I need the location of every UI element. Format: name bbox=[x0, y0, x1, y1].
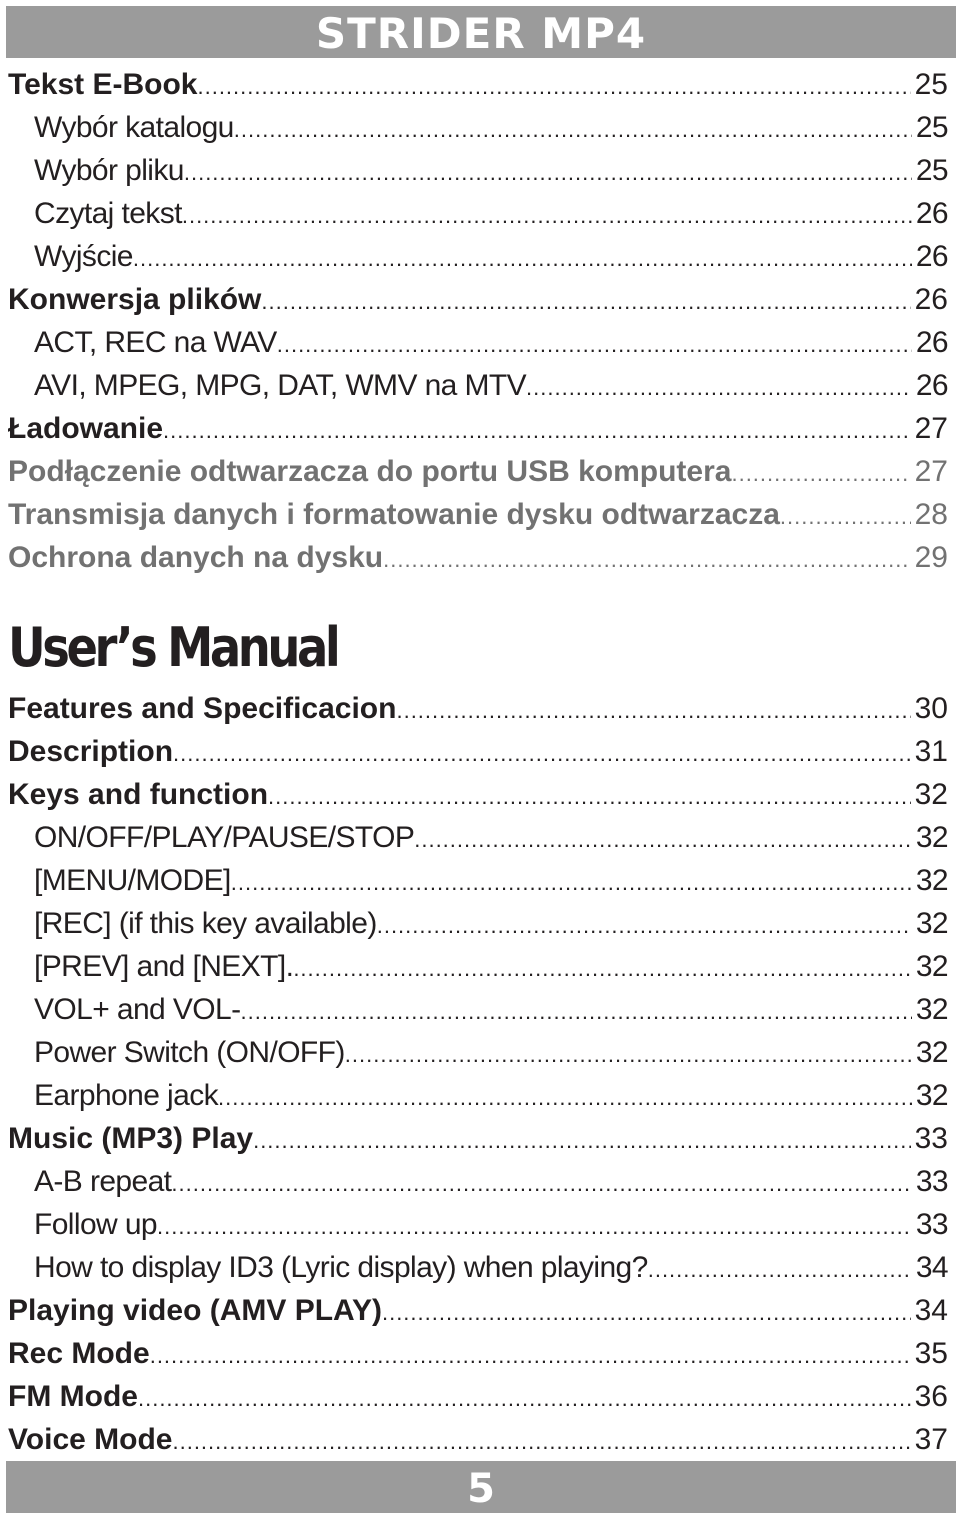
toc-dot-leader bbox=[268, 775, 911, 818]
toc-dot-leader bbox=[157, 1205, 912, 1248]
toc-dot-leader bbox=[133, 237, 912, 280]
toc-dot-leader bbox=[184, 151, 912, 194]
toc-entry-page: 34 bbox=[915, 1251, 948, 1284]
toc-entry bbox=[8, 450, 948, 493]
toc-entry bbox=[8, 407, 948, 450]
toc-entry bbox=[8, 1203, 948, 1246]
toc-entry-title: Wybór pliku bbox=[34, 154, 184, 187]
toc-entry-title: VOL+ and VOL- bbox=[34, 993, 241, 1026]
toc-entry-page: 30 bbox=[914, 692, 948, 725]
toc-dot-leader bbox=[172, 1420, 910, 1463]
toc-entry-page: 33 bbox=[914, 1122, 948, 1155]
toc-entry-page: 31 bbox=[914, 735, 948, 768]
toc-entry bbox=[8, 1117, 948, 1160]
page-number: 5 bbox=[467, 1466, 495, 1512]
toc-entry bbox=[8, 945, 948, 988]
toc-entry bbox=[8, 1031, 948, 1074]
table-of-contents-part-2 bbox=[8, 687, 948, 1461]
toc-entry-page: 37 bbox=[914, 1423, 948, 1456]
toc-entry-title: Konwersja plików bbox=[8, 283, 262, 316]
toc-entry-title: Features and Specificacion bbox=[8, 692, 397, 725]
toc-entry-page: 27 bbox=[914, 412, 948, 445]
toc-entry-page: 26 bbox=[914, 283, 948, 316]
toc-entry bbox=[8, 1160, 948, 1203]
toc-dot-leader bbox=[231, 861, 912, 904]
toc-entry-page: 32 bbox=[915, 1079, 948, 1112]
toc-entry-title: Czytaj tekst bbox=[34, 197, 182, 230]
toc-dot-leader bbox=[218, 1076, 912, 1119]
document-title: STRIDER MP4 bbox=[315, 9, 647, 58]
toc-dot-leader bbox=[780, 495, 911, 538]
toc-entry-page: 35 bbox=[914, 1337, 948, 1370]
toc-dot-leader bbox=[150, 1334, 911, 1377]
toc-entry bbox=[8, 687, 948, 730]
toc-dot-leader bbox=[261, 280, 910, 323]
toc-dot-leader bbox=[163, 409, 911, 452]
toc-entry bbox=[8, 278, 948, 321]
toc-entry-page: 25 bbox=[915, 111, 948, 144]
toc-entry bbox=[8, 235, 948, 278]
toc-entry bbox=[8, 1418, 948, 1461]
toc-entry-title: ON/OFF/PLAY/PAUSE/STOP bbox=[34, 821, 415, 854]
toc-entry-page: 26 bbox=[915, 197, 948, 230]
toc-entry-page: 32 bbox=[915, 1036, 948, 1069]
toc-entry bbox=[8, 63, 948, 106]
toc-entry-title: [PREV] and [NEXT]. bbox=[34, 950, 294, 983]
toc-entry-title: Rec Mode bbox=[8, 1337, 150, 1370]
toc-dot-leader bbox=[293, 947, 912, 990]
toc-entry-page: 26 bbox=[915, 326, 948, 359]
toc-entry bbox=[8, 1246, 948, 1289]
toc-entry-page: 33 bbox=[915, 1165, 948, 1198]
toc-entry-title: Ładowanie bbox=[8, 412, 164, 445]
toc-entry-page: 25 bbox=[915, 154, 948, 187]
toc-dot-leader bbox=[138, 1377, 911, 1420]
toc-entry bbox=[8, 1332, 948, 1375]
toc-entry-page: 27 bbox=[914, 455, 948, 488]
toc-entry-page: 29 bbox=[914, 541, 948, 574]
toc-entry bbox=[8, 902, 948, 945]
toc-entry bbox=[8, 536, 948, 579]
toc-entry-page: 36 bbox=[914, 1380, 948, 1413]
toc-entry-title: Keys and function bbox=[8, 778, 269, 811]
toc-entry bbox=[8, 192, 948, 235]
toc-entry bbox=[8, 859, 948, 902]
toc-dot-leader bbox=[277, 323, 912, 366]
toc-entry-title: FM Mode bbox=[8, 1380, 138, 1413]
toc-entry-page: 32 bbox=[915, 993, 948, 1026]
toc-entry-page: 32 bbox=[915, 907, 948, 940]
toc-entry-title: Playing video (AMV PLAY) bbox=[8, 1294, 382, 1327]
toc-dot-leader bbox=[253, 1119, 911, 1162]
toc-entry-title: Voice Mode bbox=[8, 1423, 173, 1456]
toc-dot-leader bbox=[382, 1291, 911, 1334]
toc-entry-title: [MENU/MODE] bbox=[34, 864, 231, 897]
toc-entry-title: Tekst E-Book bbox=[8, 68, 198, 101]
section-heading: User’s Manual bbox=[8, 616, 338, 679]
toc-dot-leader bbox=[526, 366, 912, 409]
toc-entry-title: Podłączenie odtwarzacza do portu USB komputera bbox=[8, 455, 732, 488]
toc-entry bbox=[8, 149, 948, 192]
table-of-contents-part-1 bbox=[8, 63, 948, 579]
toc-entry bbox=[8, 106, 948, 149]
toc-entry bbox=[8, 816, 948, 859]
toc-dot-leader bbox=[173, 732, 911, 775]
toc-entry-title: Wyjście bbox=[34, 240, 133, 273]
toc-entry bbox=[8, 1074, 948, 1117]
toc-entry-title: Transmisja danych i formatowanie dysku odtwarzacza bbox=[8, 498, 780, 531]
toc-dot-leader bbox=[197, 65, 910, 108]
toc-dot-leader bbox=[383, 538, 911, 581]
toc-dot-leader bbox=[171, 1162, 911, 1205]
toc-entry bbox=[8, 1375, 948, 1418]
toc-entry bbox=[8, 1289, 948, 1332]
toc-entry bbox=[8, 988, 948, 1031]
toc-entry-page: 33 bbox=[915, 1208, 948, 1241]
toc-entry-title: How to display ID3 (Lyric display) when playing? bbox=[34, 1251, 648, 1284]
toc-entry-title: Follow up bbox=[34, 1208, 157, 1241]
toc-entry-page: 28 bbox=[914, 498, 948, 531]
toc-dot-leader bbox=[234, 108, 912, 151]
toc-entry-title: AVI, MPEG, MPG, DAT, WMV na MTV bbox=[34, 369, 527, 402]
toc-entry-page: 25 bbox=[914, 68, 948, 101]
toc-entry-page: 32 bbox=[915, 821, 948, 854]
toc-entry bbox=[8, 730, 948, 773]
footer-bar bbox=[6, 1461, 956, 1513]
toc-dot-leader bbox=[648, 1248, 912, 1291]
toc-entry-title: [REC] (if this key available) bbox=[34, 907, 377, 940]
toc-dot-leader bbox=[414, 818, 912, 861]
toc-entry bbox=[8, 493, 948, 536]
toc-entry-title: Wybór katalogu bbox=[34, 111, 234, 144]
toc-dot-leader bbox=[731, 452, 910, 495]
toc-entry-title: ACT, REC na WAV bbox=[34, 326, 277, 359]
toc-dot-leader bbox=[345, 1033, 912, 1076]
toc-entry-page: 26 bbox=[915, 369, 948, 402]
toc-entry-title: Ochrona danych na dysku bbox=[8, 541, 384, 574]
toc-entry-page: 32 bbox=[914, 778, 948, 811]
toc-dot-leader bbox=[182, 194, 912, 237]
toc-entry-title: Power Switch (ON/OFF) bbox=[34, 1036, 345, 1069]
toc-dot-leader bbox=[396, 689, 910, 732]
header-bar bbox=[6, 6, 956, 58]
toc-entry-title: Description bbox=[8, 735, 174, 768]
toc-entry-title: Earphone jack bbox=[34, 1079, 218, 1112]
toc-dot-leader bbox=[241, 990, 912, 1033]
toc-entry-title: Music (MP3) Play bbox=[8, 1122, 254, 1155]
toc-entry-page: 34 bbox=[914, 1294, 948, 1327]
toc-entry bbox=[8, 321, 948, 364]
toc-entry bbox=[8, 364, 948, 407]
toc-entry-page: 32 bbox=[915, 864, 948, 897]
toc-entry-page: 32 bbox=[915, 950, 948, 983]
toc-entry-title: A-B repeat bbox=[34, 1165, 172, 1198]
toc-entry-page: 26 bbox=[915, 240, 948, 273]
toc-dot-leader bbox=[377, 904, 912, 947]
toc-entry bbox=[8, 773, 948, 816]
